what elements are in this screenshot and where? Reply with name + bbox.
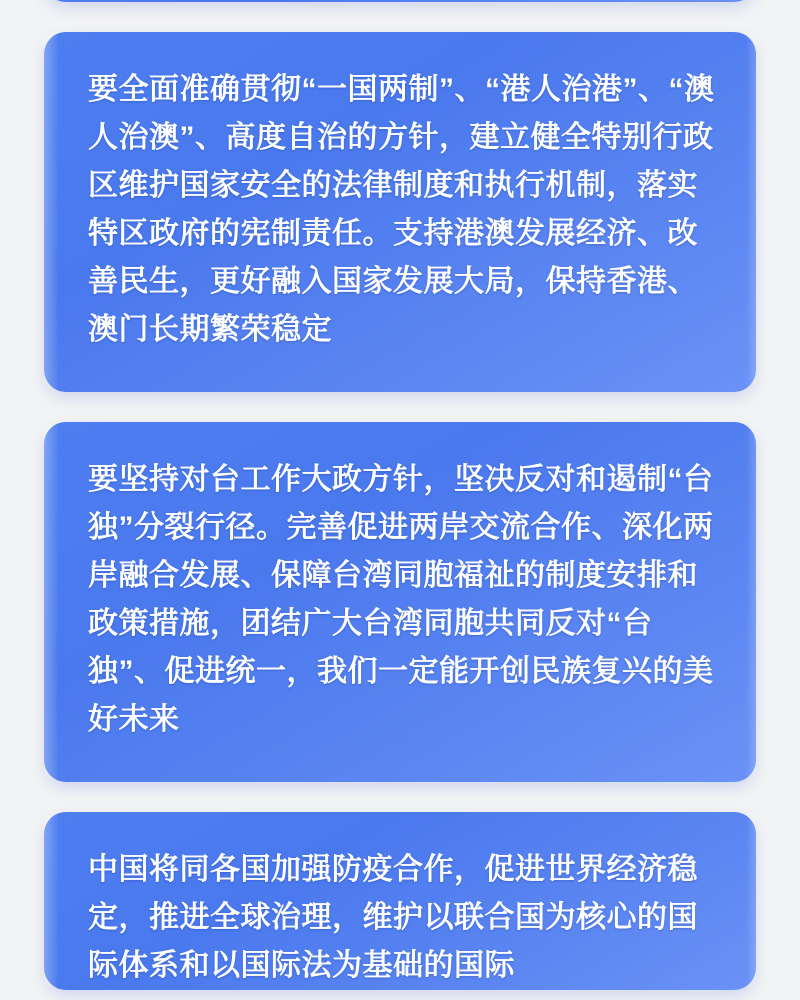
list-item bbox=[44, 812, 756, 990]
list-item bbox=[44, 0, 756, 2]
list-item bbox=[44, 32, 756, 392]
list-item bbox=[44, 422, 756, 782]
card-text: 中国将同各国加强防疫合作，促进世界经济稳定，推进全球治理，维护以联合国为核心的国际体系和以国际法为基础的国际 bbox=[88, 853, 698, 982]
card-text: 要坚持对台工作大政方针，坚决反对和遏制“台独”分裂行径。完善促进两岸交流合作、深化两岸融合发展、保障台湾同胞福祉的制度安排和政策措施，团结广大台湾同胞共同反对“台独”、促进统一，我们一定能开创民族复兴的美好未来 bbox=[88, 463, 714, 736]
card-text: 要全面准确贯彻“一国两制”、“港人治港”、“澳人治澳”、高度自治的方针，建立健全特别行政区维护国家安全的法律制度和执行机制，落实特区政府的宪制责任。支持港澳发展经济、改善民生，更好融入国家发展大局，保持香港、澳门长期繁荣稳定 bbox=[88, 73, 715, 346]
